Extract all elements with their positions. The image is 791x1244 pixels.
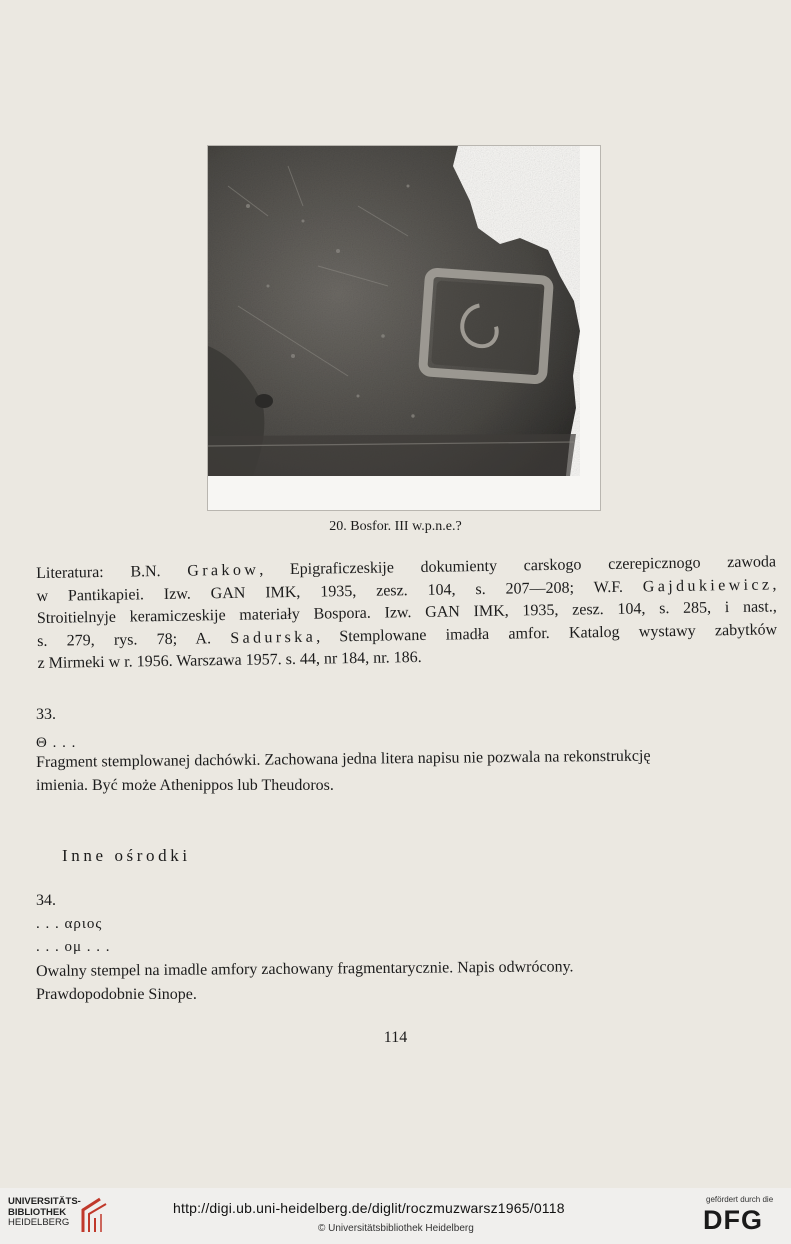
entry-33-description	[36, 747, 776, 797]
entry-34-inscription-1: . . . αριος	[36, 916, 103, 932]
entry-34-inscription-2: . . . ομ . . .	[36, 939, 111, 955]
author-name: Gajdukiewicz	[642, 575, 773, 595]
library-name-line-3: HEIDELBERG	[8, 1217, 70, 1228]
literature-text: s. 279, rys. 78; A.	[37, 629, 231, 650]
author-name: Grakow	[187, 561, 260, 580]
literature-text: ,	[772, 575, 777, 593]
figure-caption: 20. Bosfor. III w.p.n.e.?	[329, 519, 462, 534]
literature-text: , Epigraficzeskije dokumienty carskogo czerepicznogo zawoda	[259, 553, 777, 579]
entry-34-line-1: Owalny stempel na imadle amfory zachowany fragmentarycznie. Napis odwrócony.	[36, 958, 574, 980]
author-name: Sadurska	[230, 628, 317, 647]
literature-text: z Mirmeki w r. 1956. Warszawa 1957. s. 44, nr 184, nr. 186.	[37, 648, 422, 672]
library-logo-icon	[80, 1196, 110, 1236]
literature-text: Literatura: B.N.	[36, 562, 188, 582]
entry-34-number: 34.	[36, 892, 56, 909]
entry-34-description	[36, 958, 776, 1006]
entry-33-line-2: imienia. Być może Athenippos lub Theudoros.	[36, 776, 334, 794]
library-name	[8, 1197, 81, 1229]
section-heading: Inne ośrodki	[62, 846, 191, 865]
entry-33-inscription: Θ . . .	[36, 735, 77, 751]
roof-tile-fragment-image	[208, 146, 600, 510]
dfg-logo: DFG	[703, 1205, 763, 1235]
funded-by-label: gefördert durch die	[706, 1195, 774, 1204]
literature-text: w Pantikapiei. Izw. GAN IMK, 1935, zesz. 104, s. 207—208; W.F.	[36, 577, 643, 605]
library-name-line-1: UNIVERSITÄTS-	[8, 1196, 81, 1207]
entry-33-line-1: Fragment stemplowanej dachówki. Zachowana jedna litera napisu nie pozwala na rekonstrukcję	[36, 747, 651, 771]
entry-34-line-2: Prawdopodobnie Sinope.	[36, 985, 197, 1003]
figure-photo	[207, 145, 601, 511]
stamp-impression	[423, 272, 550, 380]
permalink-url[interactable]: http://digi.ub.uni-heidelberg.de/diglit/roczmuzwarsz1965/0118	[173, 1200, 565, 1216]
literature-text: , Stemplowane imadła amfor. Katalog wystawy zabytków	[315, 620, 778, 646]
library-name-line-2: BIBLIOTHEK	[8, 1206, 67, 1218]
literature-text: Stroitielnyje keramiczeskije materiały Bospora. Izw. GAN IMK, 1935, zesz. 104, s. 285, i nast.,	[36, 598, 777, 627]
entry-33-number: 33.	[36, 706, 56, 723]
literature-paragraph	[36, 551, 778, 675]
footer-bar	[0, 1188, 791, 1244]
page-number: 114	[383, 1029, 408, 1046]
copyright-notice: © Universitätsbibliothek Heidelberg	[318, 1223, 474, 1234]
